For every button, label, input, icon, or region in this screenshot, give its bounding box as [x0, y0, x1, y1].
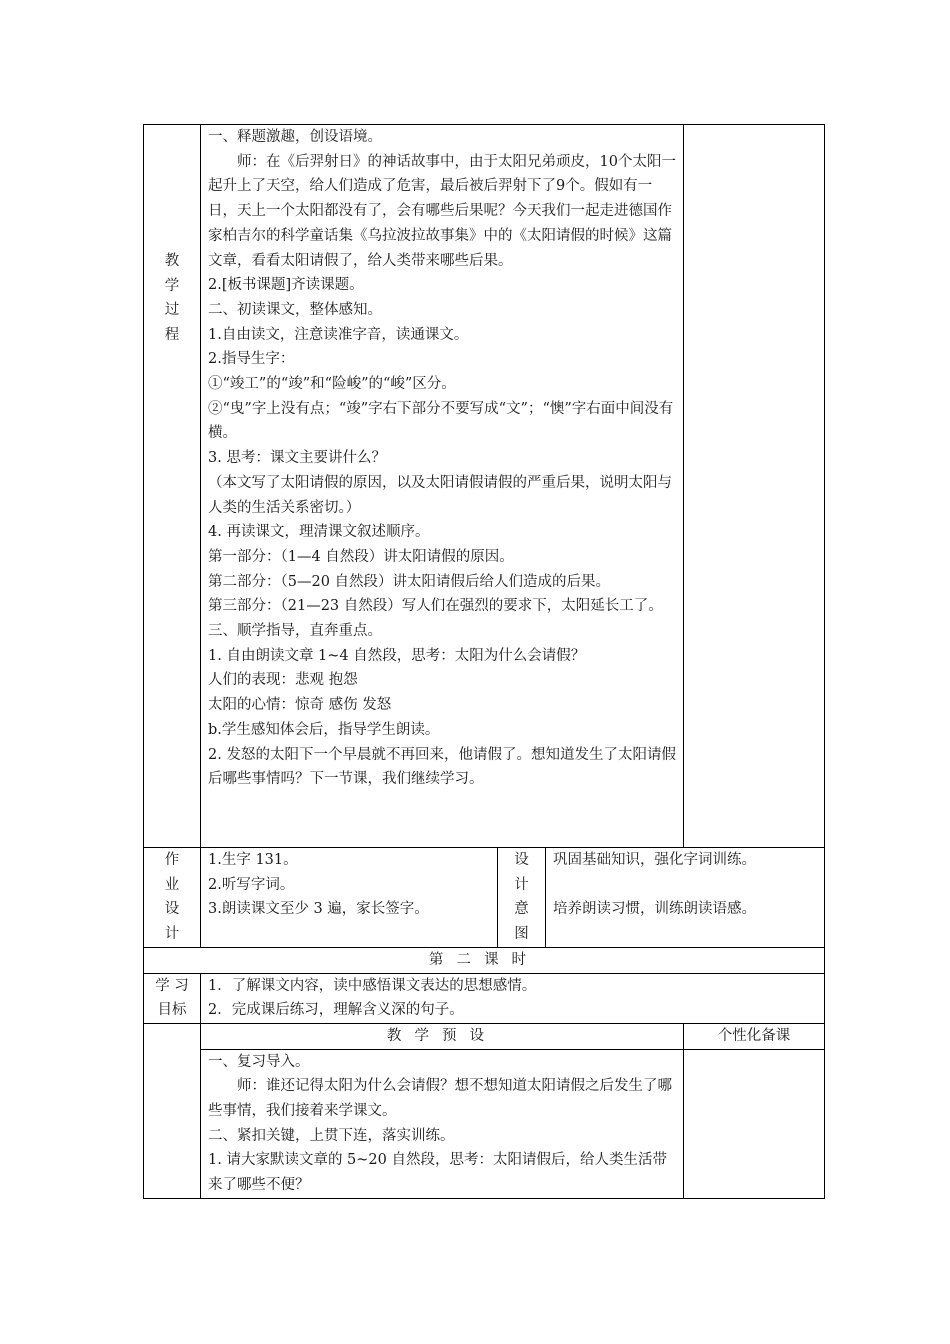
design-intent-line: 培养朗读习惯，训练朗读语感。: [553, 901, 756, 918]
intent-label-char: 图: [514, 926, 529, 943]
side-label-char: 学: [164, 277, 180, 294]
homework-label-char: 作: [164, 852, 180, 868]
homework-label-char: 业: [164, 876, 180, 893]
design-intent-line: [553, 873, 817, 898]
text-line: 4. 再读课文，理清课文叙述顺序。: [208, 524, 430, 541]
intent-label-char: 计: [514, 876, 529, 893]
text-line: （本文写了太阳请假的原因，以及太阳请假请假的严重后果，说明太阳与人类的生活关系密切。）: [208, 474, 672, 516]
text-line: 第三部分：（21—23 自然段）写人们在强烈的要求下，太阳延长工了。: [208, 598, 663, 615]
intent-label-char: 意: [514, 901, 529, 918]
personal-notes-cell: [684, 125, 825, 848]
text-line: 2.指导生字：: [208, 351, 295, 368]
teaching-process-content: [201, 125, 684, 848]
intent-label-char: 设: [514, 852, 529, 868]
homework-item: 2.听写字词。: [208, 876, 295, 893]
teaching-process-label: [144, 125, 201, 848]
teaching-preset-header: 教学预设: [201, 1023, 684, 1049]
lesson2-lines: [208, 1050, 676, 1198]
goal-label-line: 目标: [157, 1002, 187, 1019]
text-line: 1.自由读文，注意读准字音，读通课文。: [208, 326, 469, 343]
text-line: 第二部分：（5—20 自然段）讲太阳请假后给人们造成的后果。: [208, 573, 611, 590]
text-line: 3. 思考：课文主要讲什么？: [208, 450, 386, 467]
learning-goal: 1．了解课文内容，读中感悟课文表达的思想感情。: [208, 977, 537, 994]
lesson2-personal-notes: [684, 1049, 825, 1198]
text-line: b.学生感知体会后，指导学生朗读。: [208, 721, 440, 738]
text-line: 2. 发怒的太阳下一个早晨就不再回来，他请假了。想知道发生了太阳请假后哪些事情吗？下一节课，我们继续学习。: [208, 746, 676, 788]
teaching-process-row: [144, 125, 825, 848]
text-line: 二、紧扣关键，上贯下连，落实训练。: [208, 1127, 455, 1144]
text-line: 二、初读课文，整体感知。: [208, 301, 382, 318]
personal-prep-header: 个性化备课: [684, 1023, 825, 1049]
homework-label-char: 计: [164, 926, 180, 943]
preset-header-row: [144, 1023, 825, 1049]
text-line: 太阳的心情：惊奇 感伤 发怒: [208, 697, 392, 714]
homework-items: [201, 848, 498, 948]
lesson2-side-cell: [144, 1023, 201, 1198]
homework-item: 1.生字 131。: [208, 852, 298, 868]
lesson-plan-page: [143, 124, 824, 1199]
design-intent-content: [546, 848, 825, 948]
learning-goals-label: [144, 973, 201, 1023]
learning-goals-row: [144, 973, 825, 1023]
side-label-char: 过: [164, 302, 180, 319]
lesson-plan-table: [143, 124, 825, 1199]
lesson2-title-row: [144, 947, 825, 973]
text-line: ②“曳”字上没有点；“竣”字右下部分不要写成“文”；“懊”字右面中间没有横。: [208, 400, 674, 442]
learning-goals-content: [201, 973, 825, 1023]
design-intent-line: 巩固基础知识，强化字词训练。: [553, 852, 756, 868]
goal-label-line: 学 习: [155, 977, 189, 994]
homework-label: [144, 848, 201, 948]
text-line: 一、释题激趣，创设语境。: [208, 129, 382, 145]
text-line: 1. 请大家默读文章的 5~20 自然段，思考：太阳请假后，给人类生活带来了哪些不便？: [208, 1152, 667, 1194]
homework-label-char: 设: [164, 901, 180, 918]
teaching-process-lines: [208, 125, 676, 792]
lesson2-content: [201, 1049, 684, 1198]
text-line: 第一部分：（1—4 自然段）讲太阳请假的原因。: [208, 548, 514, 565]
lesson2-title: 第二课时: [144, 947, 825, 973]
learning-goal: 2．完成课后练习，理解含义深的句子。: [208, 1002, 464, 1019]
text-line: 师：在《后羿射日》的神话故事中，由于太阳兄弟顽皮，10个太阳一起升上了天空，给人们造成了危害，最后被后羿射下了9个。假如有一日，天上一个太阳都没有了，会有哪些后果呢？今天我们一起走进德国作家柏吉尔的科学童话集《乌拉波拉故事集》中的《太阳请假的时候》这篇文章，看看太阳请假了，给人类带来哪些后果。: [208, 153, 676, 269]
text-line: 一、复习导入。: [208, 1053, 310, 1070]
text-line: 2.[板书课题]齐读课题。: [208, 277, 364, 294]
design-intent-label: [498, 848, 546, 948]
homework-item: 3.朗读课文至少 3 遍，家长签字。: [208, 901, 429, 918]
text-line: ①“竣工”的“竣”和“险峻”的“峻”区分。: [208, 376, 456, 393]
side-label-char: 教: [164, 253, 180, 269]
text-line: 三、顺学指导，直奔重点。: [208, 623, 382, 640]
text-line: 1. 自由朗读文章 1~4 自然段，思考：太阳为什么会请假？: [208, 647, 586, 664]
text-line: 人们的表现：悲观 抱怨: [208, 672, 358, 689]
text-line: 师：谁还记得太阳为什么会请假？想不想知道太阳请假之后发生了哪些事情，我们接着来学课文。: [208, 1078, 672, 1120]
homework-row: [144, 848, 825, 948]
side-label-char: 程: [164, 327, 180, 344]
lesson2-content-row: [144, 1049, 825, 1198]
